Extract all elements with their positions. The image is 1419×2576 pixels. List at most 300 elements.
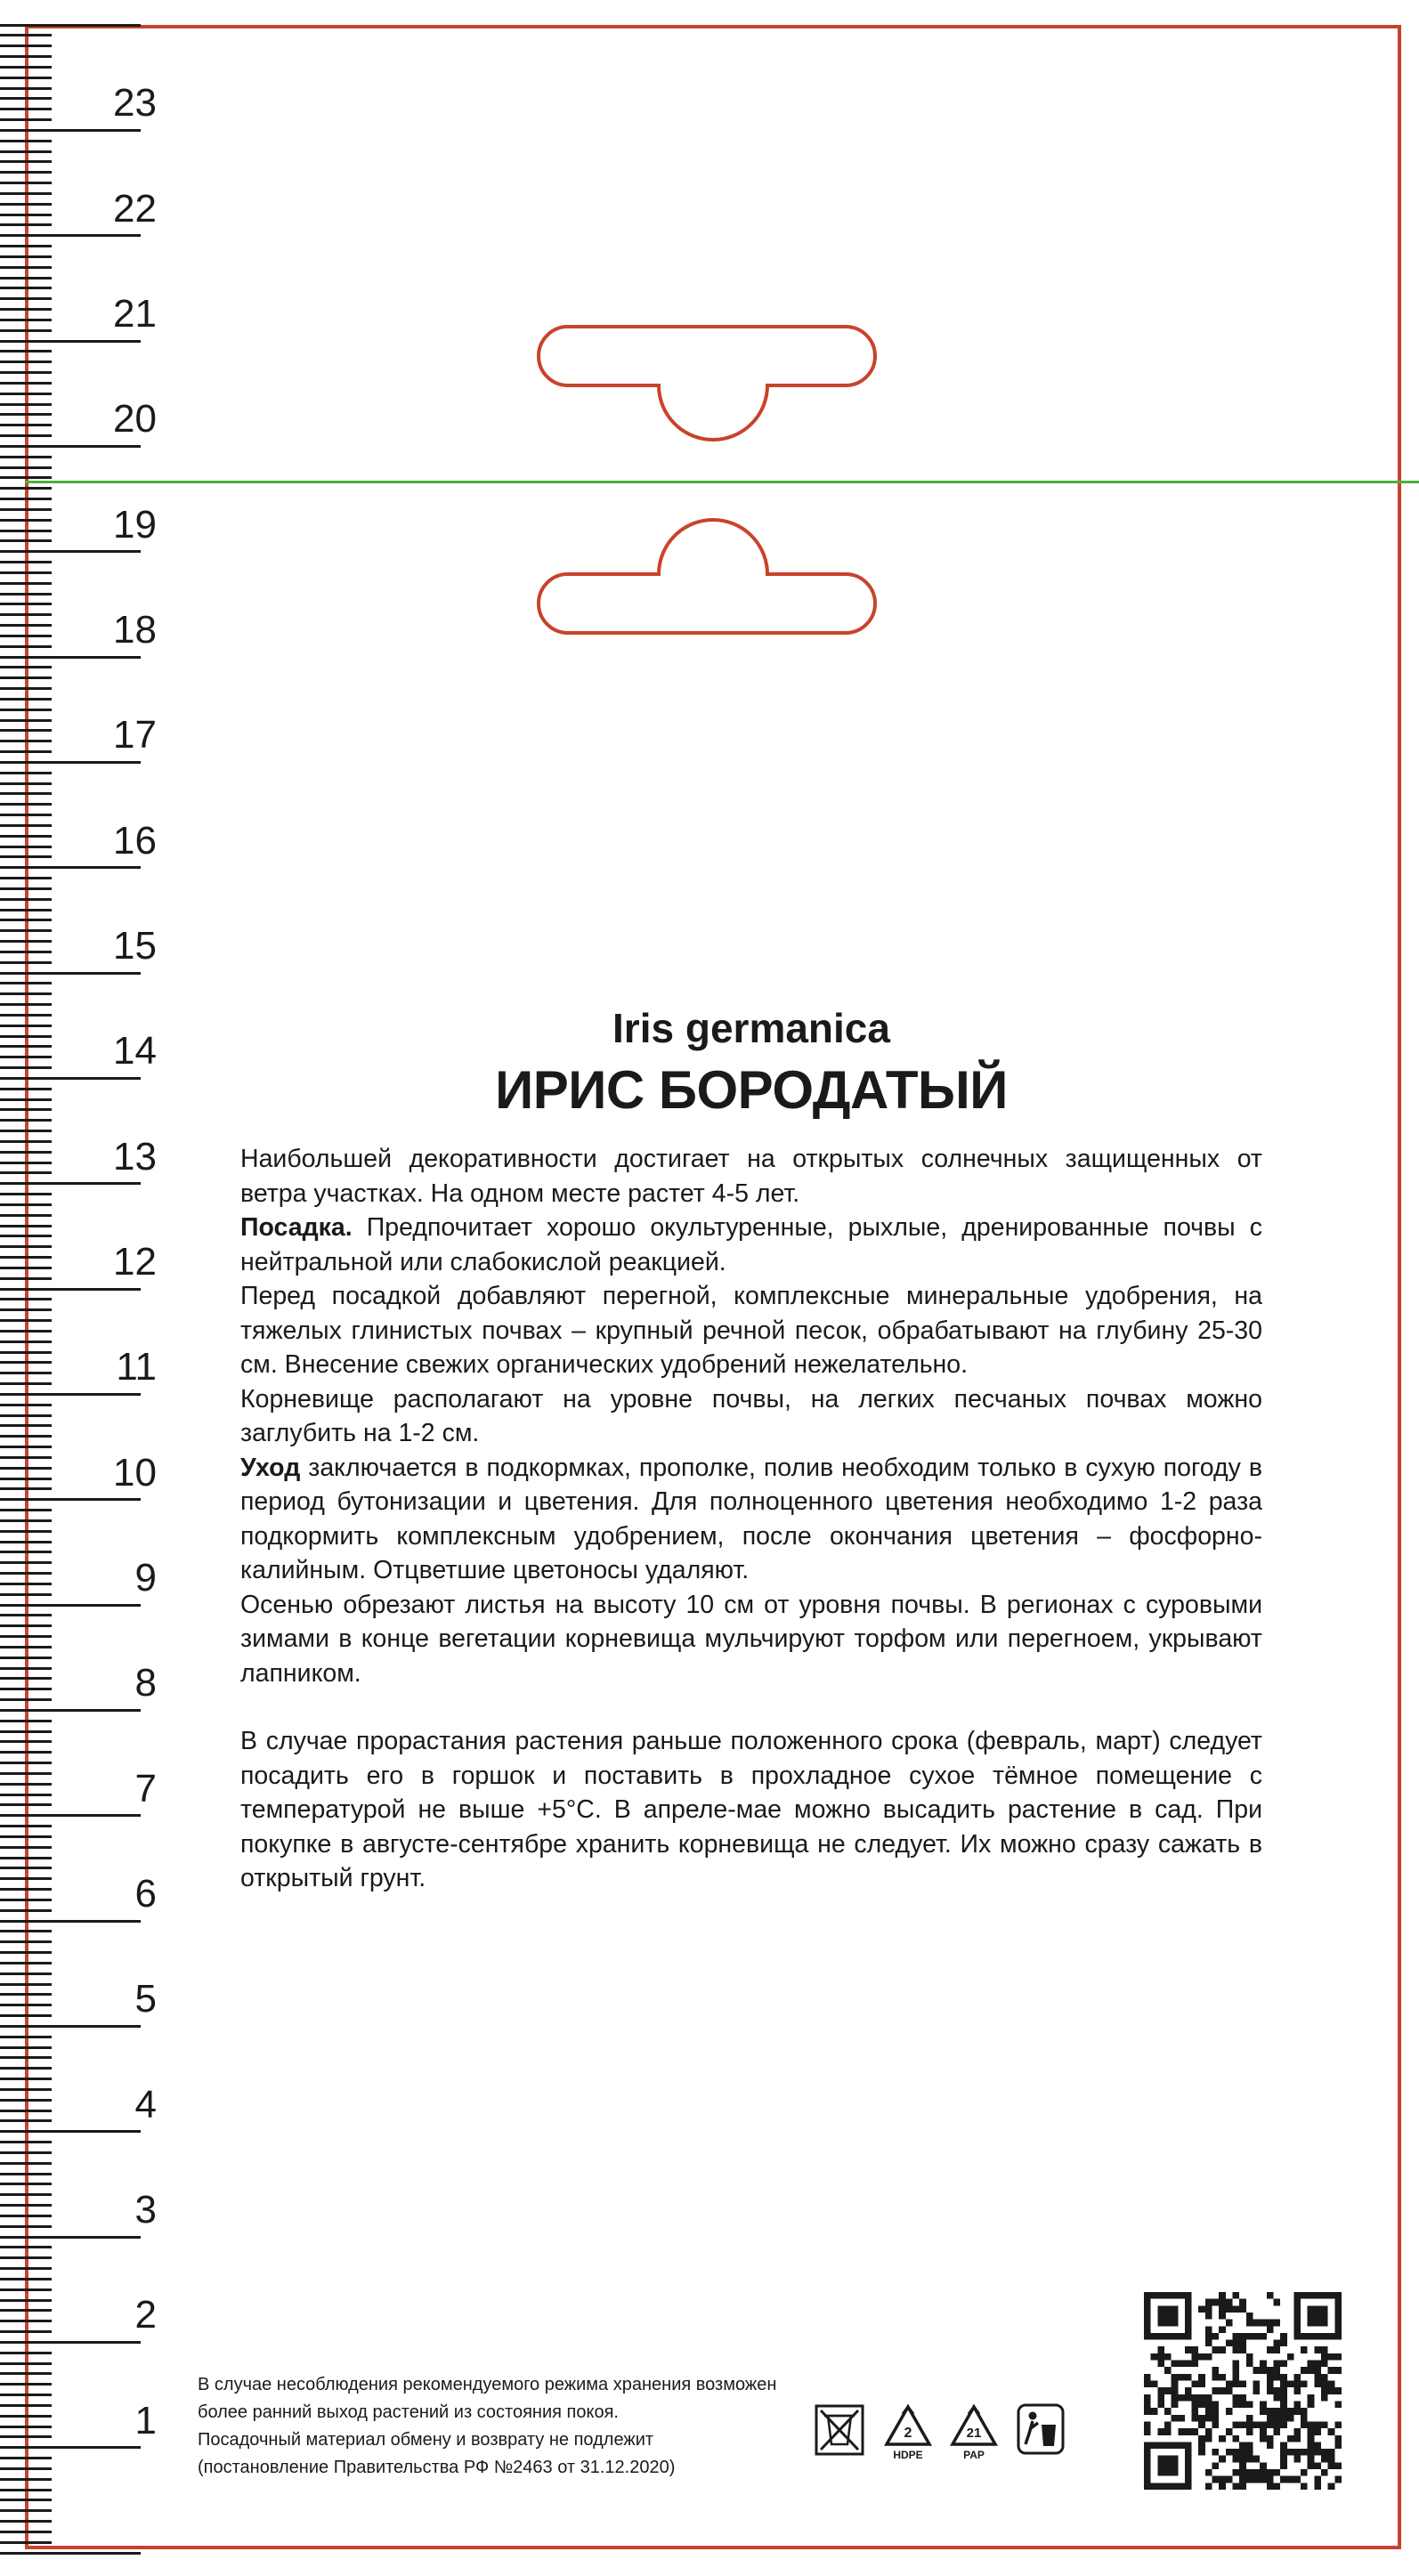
ruler-number: 2 <box>134 2293 157 2337</box>
qr-module <box>1253 2456 1260 2463</box>
qr-module <box>1164 2313 1172 2320</box>
ruler-tick <box>0 340 141 343</box>
ruler-tick <box>0 498 52 500</box>
qr-module <box>1219 2374 1226 2381</box>
qr-module <box>1293 2333 1301 2340</box>
hdpe-label: HDPE <box>893 2449 923 2461</box>
ruler-tick <box>0 192 52 195</box>
qr-module <box>1328 2449 1335 2456</box>
ruler-tick <box>0 1677 52 1680</box>
ruler-tick <box>0 1825 52 1827</box>
ruler-tick <box>0 2036 52 2038</box>
ruler-tick <box>0 1772 52 1775</box>
ruler-tick <box>0 77 52 79</box>
qr-module <box>1301 2469 1308 2476</box>
ruler-tick <box>0 676 52 679</box>
ruler-tick <box>0 118 52 121</box>
ruler-tick <box>0 413 52 416</box>
qr-module <box>1172 2401 1179 2408</box>
qr-module <box>1293 2381 1301 2388</box>
qr-module <box>1308 2449 1315 2456</box>
qr-module <box>1334 2333 1342 2340</box>
ruler-tick <box>0 877 52 879</box>
ruler-tick <box>0 2141 52 2143</box>
qr-module <box>1273 2299 1280 2306</box>
ruler-tick <box>0 2078 52 2080</box>
qr-module <box>1293 2387 1301 2394</box>
ruler-tick <box>0 160 52 163</box>
ruler-tick <box>0 182 52 184</box>
qr-module <box>1178 2333 1185 2340</box>
ruler-tick <box>0 2225 52 2228</box>
ruler-tick <box>0 1277 52 1280</box>
qr-module <box>1314 2361 1321 2368</box>
qr-module <box>1267 2346 1274 2353</box>
ruler-tick <box>0 2151 52 2154</box>
pap-label: PAP <box>963 2449 985 2461</box>
ruler-tick <box>0 1509 52 1511</box>
ruler-tick <box>0 371 52 374</box>
ruler-tick <box>0 1835 52 1838</box>
qr-module <box>1219 2313 1226 2320</box>
qr-module <box>1157 2469 1164 2476</box>
qr-module <box>1314 2320 1321 2327</box>
qr-module <box>1267 2381 1274 2388</box>
russian-name: ИРИС БОРОДАТЫЙ <box>495 1060 1008 1120</box>
ruler-number: 8 <box>134 1661 157 1705</box>
qr-module <box>1246 2476 1253 2483</box>
qr-module <box>1287 2408 1294 2415</box>
qr-module <box>1253 2333 1260 2340</box>
ruler-number: 13 <box>113 1134 157 1179</box>
ruler-tick <box>0 1541 52 1543</box>
qr-module <box>1233 2456 1240 2463</box>
qr-module <box>1172 2381 1179 2388</box>
ruler-tick <box>0 2004 52 2006</box>
centimeter-ruler <box>0 0 157 2576</box>
qr-module <box>1172 2442 1179 2449</box>
ruler-tick <box>0 2446 141 2449</box>
qr-module <box>1267 2367 1274 2374</box>
qr-module <box>1198 2435 1205 2442</box>
ruler-number: 16 <box>113 818 157 863</box>
qr-module <box>1273 2374 1280 2381</box>
qr-module <box>1260 2401 1267 2408</box>
ruler-tick <box>0 129 141 132</box>
qr-module <box>1164 2462 1172 2469</box>
ruler-tick <box>0 2489 52 2491</box>
qr-module <box>1212 2367 1220 2374</box>
qr-module <box>1308 2435 1315 2442</box>
qr-module <box>1301 2421 1308 2428</box>
qr-module <box>1239 2299 1246 2306</box>
ruler-tick <box>0 1424 52 1427</box>
qr-module <box>1321 2353 1328 2361</box>
qr-module <box>1192 2394 1199 2402</box>
qr-module <box>1212 2346 1220 2353</box>
qr-module <box>1267 2483 1274 2490</box>
qr-module <box>1267 2387 1274 2394</box>
qr-module <box>1144 2462 1151 2469</box>
ruler-number: 7 <box>134 1766 157 1810</box>
qr-module <box>1314 2483 1321 2490</box>
qr-module <box>1205 2305 1212 2313</box>
ruler-tick <box>0 1857 52 1859</box>
ruler-tick <box>0 2478 52 2481</box>
ruler-tick <box>0 2299 52 2302</box>
ruler-tick <box>0 1245 52 1248</box>
qr-module <box>1308 2394 1315 2402</box>
qr-module <box>1164 2367 1172 2374</box>
qr-module <box>1144 2394 1151 2402</box>
qr-module <box>1260 2428 1267 2435</box>
ruler-tick <box>0 846 52 848</box>
qr-module <box>1273 2346 1280 2353</box>
qr-module <box>1293 2320 1301 2327</box>
ruler-tick <box>0 1066 52 1069</box>
qr-module <box>1246 2320 1253 2327</box>
qr-module <box>1198 2381 1205 2388</box>
ruler-tick <box>0 2341 141 2344</box>
qr-module <box>1233 2394 1240 2402</box>
qr-module <box>1321 2292 1328 2299</box>
qr-module <box>1314 2292 1321 2299</box>
qr-module <box>1205 2340 1212 2347</box>
qr-module <box>1157 2401 1164 2408</box>
qr-module <box>1260 2462 1267 2469</box>
ruler-tick <box>0 824 52 827</box>
qr-module <box>1144 2326 1151 2333</box>
qr-module <box>1233 2374 1240 2381</box>
ruler-tick <box>0 866 141 869</box>
qr-module <box>1164 2292 1172 2299</box>
qr-module <box>1334 2292 1342 2299</box>
qr-module <box>1219 2305 1226 2313</box>
qr-module <box>1219 2483 1226 2490</box>
ruler-tick <box>0 887 52 890</box>
qr-module <box>1144 2320 1151 2327</box>
ruler-tick <box>0 519 52 522</box>
qr-module <box>1267 2292 1274 2299</box>
ruler-tick <box>0 1003 52 1006</box>
qr-module <box>1226 2449 1233 2456</box>
qr-module <box>1239 2305 1246 2313</box>
ruler-tick <box>0 255 52 258</box>
qr-module <box>1260 2476 1267 2483</box>
qr-module <box>1144 2449 1151 2456</box>
qr-module <box>1212 2449 1220 2456</box>
ruler-tick <box>0 1130 52 1132</box>
qr-module <box>1172 2313 1179 2320</box>
qr-module <box>1157 2313 1164 2320</box>
ruler-tick <box>0 530 52 532</box>
disclaimer-line: более ранний выход растений из состояния покоя. <box>198 2402 619 2422</box>
disclaimer-line: В случае несоблюдения рекомендуемого режима хранения возможен <box>198 2375 777 2394</box>
qr-module <box>1172 2374 1179 2381</box>
qr-module <box>1178 2483 1185 2490</box>
ruler-tick <box>0 1098 52 1101</box>
ruler-tick <box>0 539 52 542</box>
qr-module <box>1157 2387 1164 2394</box>
qr-module <box>1253 2367 1260 2374</box>
ruler-tick <box>0 2246 52 2248</box>
qr-module <box>1314 2421 1321 2428</box>
qr-module <box>1321 2456 1328 2463</box>
qr-module <box>1280 2462 1287 2469</box>
qr-module <box>1151 2353 1158 2361</box>
ruler-tick <box>0 603 52 605</box>
ruler-tick <box>0 656 141 659</box>
qr-module <box>1280 2381 1287 2388</box>
qr-module <box>1334 2299 1342 2306</box>
qr-module <box>1233 2421 1240 2428</box>
qr-module <box>1198 2305 1205 2313</box>
ruler-tick <box>0 1171 52 1174</box>
disclaimer-line: Посадочный материал обмену и возврату не подлежит <box>198 2430 654 2450</box>
qr-module <box>1178 2374 1185 2381</box>
ruler-number: 23 <box>113 81 157 126</box>
qr-module <box>1185 2456 1192 2463</box>
qr-module <box>1198 2353 1205 2361</box>
qr-module <box>1239 2394 1246 2402</box>
qr-module <box>1226 2476 1233 2483</box>
qr-module <box>1185 2483 1192 2490</box>
qr-module <box>1293 2435 1301 2442</box>
qr-module <box>1280 2415 1287 2422</box>
ruler-tick <box>0 1962 52 1964</box>
ruler-tick <box>0 1698 52 1701</box>
ruler-number: 18 <box>113 608 157 652</box>
qr-module <box>1334 2387 1342 2394</box>
ruler-tick <box>0 1751 52 1754</box>
qr-module <box>1157 2333 1164 2340</box>
ruler-tick <box>0 1498 141 1501</box>
ruler-tick <box>0 2352 52 2354</box>
qr-module <box>1164 2421 1172 2428</box>
qr-module <box>1205 2408 1212 2415</box>
ruler-tick <box>0 898 52 901</box>
ruler-tick <box>0 1162 52 1164</box>
qr-module <box>1157 2462 1164 2469</box>
qr-module <box>1151 2483 1158 2490</box>
qr-module <box>1246 2469 1253 2476</box>
qr-module <box>1192 2401 1199 2408</box>
ruler-tick <box>0 2056 52 2059</box>
qr-module <box>1144 2401 1151 2408</box>
ruler-tick <box>0 1803 52 1806</box>
qr-module <box>1246 2428 1253 2435</box>
qr-module <box>1301 2449 1308 2456</box>
qr-module <box>1273 2421 1280 2428</box>
ruler-tick <box>0 1319 52 1322</box>
qr-module <box>1314 2428 1321 2435</box>
qr-module <box>1239 2442 1246 2449</box>
ruler-tick <box>0 2372 52 2375</box>
qr-module <box>1287 2476 1294 2483</box>
qr-module <box>1280 2361 1287 2368</box>
care-text: заключается в подкормках, прополке, полив необходим только в сухую погоду в период бутонизации и цветения. Для полноценного цветения необходимо 1-2 раза подкормить комплексным удобрением, после окончания цветения – фосфорно-калийным. Отцветшие цветоносы удаляют. <box>240 1453 1262 1584</box>
qr-module <box>1293 2456 1301 2463</box>
qr-module <box>1280 2456 1287 2463</box>
ruler-tick <box>0 1614 52 1616</box>
qr-module <box>1273 2340 1280 2347</box>
qr-module <box>1157 2456 1164 2463</box>
ruler-tick <box>0 1035 52 1038</box>
ruler-tick <box>0 2520 52 2523</box>
qr-module <box>1239 2346 1246 2353</box>
qr-module <box>1172 2394 1179 2402</box>
ruler-tick <box>0 645 52 648</box>
qr-module <box>1253 2476 1260 2483</box>
qr-module <box>1157 2346 1164 2353</box>
ruler-tick <box>0 234 141 237</box>
qr-module <box>1172 2415 1179 2422</box>
ruler-number: 10 <box>113 1450 157 1495</box>
qr-module <box>1267 2476 1274 2483</box>
ruler-tick <box>0 382 52 385</box>
ruler-tick <box>0 2119 52 2122</box>
qr-module <box>1164 2305 1172 2313</box>
qr-module <box>1287 2435 1294 2442</box>
qr-module <box>1239 2469 1246 2476</box>
qr-module <box>1185 2462 1192 2469</box>
ruler-tick <box>0 1056 52 1058</box>
qr-module <box>1144 2428 1151 2435</box>
ruler-tick <box>0 1361 52 1364</box>
hang-hole-top <box>539 327 875 440</box>
qr-module <box>1246 2456 1253 2463</box>
planting-paragraph <box>240 1211 1262 1279</box>
qr-module <box>1219 2476 1226 2483</box>
ruler-tick <box>0 203 52 206</box>
qr-module <box>1219 2387 1226 2394</box>
ruler-tick <box>0 919 52 921</box>
product-description-block <box>240 1004 1262 1896</box>
ruler-tick <box>0 1657 52 1659</box>
ruler-tick <box>0 1624 52 1627</box>
ruler-tick <box>0 329 52 332</box>
qr-module <box>1267 2326 1274 2333</box>
qr-module <box>1301 2408 1308 2415</box>
qr-module <box>1212 2401 1220 2408</box>
ruler-tick <box>0 297 52 300</box>
ruler-tick <box>0 1688 52 1690</box>
ruler-tick <box>0 1435 52 1438</box>
qr-module <box>1321 2346 1328 2353</box>
ruler-tick <box>0 1225 52 1227</box>
qr-module <box>1164 2428 1172 2435</box>
qr-module <box>1293 2428 1301 2435</box>
ruler-tick <box>0 929 52 932</box>
ruler-tick <box>0 909 52 911</box>
qr-module <box>1321 2387 1328 2394</box>
qr-module <box>1293 2326 1301 2333</box>
qr-module <box>1212 2476 1220 2483</box>
ruler-number: 5 <box>134 1977 157 2021</box>
qr-module <box>1246 2361 1253 2368</box>
ruler-tick <box>0 55 52 58</box>
ruler-tick <box>0 1487 52 1490</box>
ruler-tick <box>0 1108 52 1111</box>
qr-module <box>1185 2313 1192 2320</box>
ruler-tick <box>0 687 52 690</box>
ruler-tick <box>0 582 52 585</box>
qr-module <box>1157 2442 1164 2449</box>
qr-module <box>1185 2320 1192 2327</box>
ruler-tick <box>0 1867 52 1869</box>
qr-module <box>1185 2442 1192 2449</box>
ruler-tick <box>0 87 52 90</box>
qr-module <box>1273 2428 1280 2435</box>
qr-module <box>1328 2353 1335 2361</box>
qr-module <box>1239 2449 1246 2456</box>
ruler-number: 12 <box>113 1240 157 1284</box>
qr-module <box>1212 2387 1220 2394</box>
ruler-tick <box>0 972 141 975</box>
qr-module <box>1246 2333 1253 2340</box>
ruler-tick <box>0 1478 52 1480</box>
qr-module <box>1144 2456 1151 2463</box>
qr-module <box>1239 2381 1246 2388</box>
qr-module <box>1321 2374 1328 2381</box>
qr-module <box>1144 2476 1151 2483</box>
qr-module <box>1239 2456 1246 2463</box>
disclaimer-line: (постановление Правительства РФ №2463 от 31.12.2020) <box>198 2458 676 2477</box>
qr-module <box>1233 2361 1240 2368</box>
ruler-tick <box>0 2099 52 2102</box>
ruler-number: 20 <box>113 397 157 441</box>
qr-module <box>1280 2408 1287 2415</box>
ruler-tick <box>0 1909 52 1912</box>
qr-module <box>1308 2367 1315 2374</box>
qr-module <box>1314 2374 1321 2381</box>
qr-module <box>1334 2401 1342 2408</box>
ruler-tick <box>0 1604 141 1607</box>
ruler-tick <box>0 2173 52 2175</box>
recycle-pap-icon <box>949 2403 999 2462</box>
qr-module <box>1321 2305 1328 2313</box>
ruler-tick <box>0 266 52 269</box>
latin-name: Iris germanica <box>612 1005 890 1051</box>
qr-module <box>1205 2394 1212 2402</box>
ruler-tick <box>0 277 52 279</box>
qr-module <box>1314 2333 1321 2340</box>
qr-module <box>1280 2394 1287 2402</box>
ruler-tick <box>0 855 52 858</box>
ruler-tick <box>0 1899 52 1901</box>
ruler-tick <box>0 1740 52 1743</box>
ruler-tick <box>0 1193 52 1195</box>
ruler-number: 21 <box>113 292 157 336</box>
planting-text: Предпочитает хорошо окультуренные, рыхлые, дренированные почвы с нейтральной или слабокислой реакцией. <box>240 1213 1262 1276</box>
qr-module <box>1172 2292 1179 2299</box>
qr-module <box>1314 2442 1321 2449</box>
qr-module <box>1293 2292 1301 2299</box>
qr-module <box>1172 2456 1179 2463</box>
qr-module <box>1308 2305 1315 2313</box>
ruler-number: 4 <box>134 2082 157 2126</box>
qr-module <box>1321 2394 1328 2402</box>
ruler-tick <box>0 1288 141 1291</box>
qr-module <box>1308 2456 1315 2463</box>
qr-module <box>1260 2469 1267 2476</box>
ruler-tick <box>0 1203 52 1206</box>
qr-module <box>1164 2320 1172 2327</box>
ruler-tick <box>0 1930 52 1932</box>
planting-label: Посадка. <box>240 1213 353 1242</box>
ruler-tick <box>0 1877 52 1880</box>
ruler-tick <box>0 709 52 711</box>
